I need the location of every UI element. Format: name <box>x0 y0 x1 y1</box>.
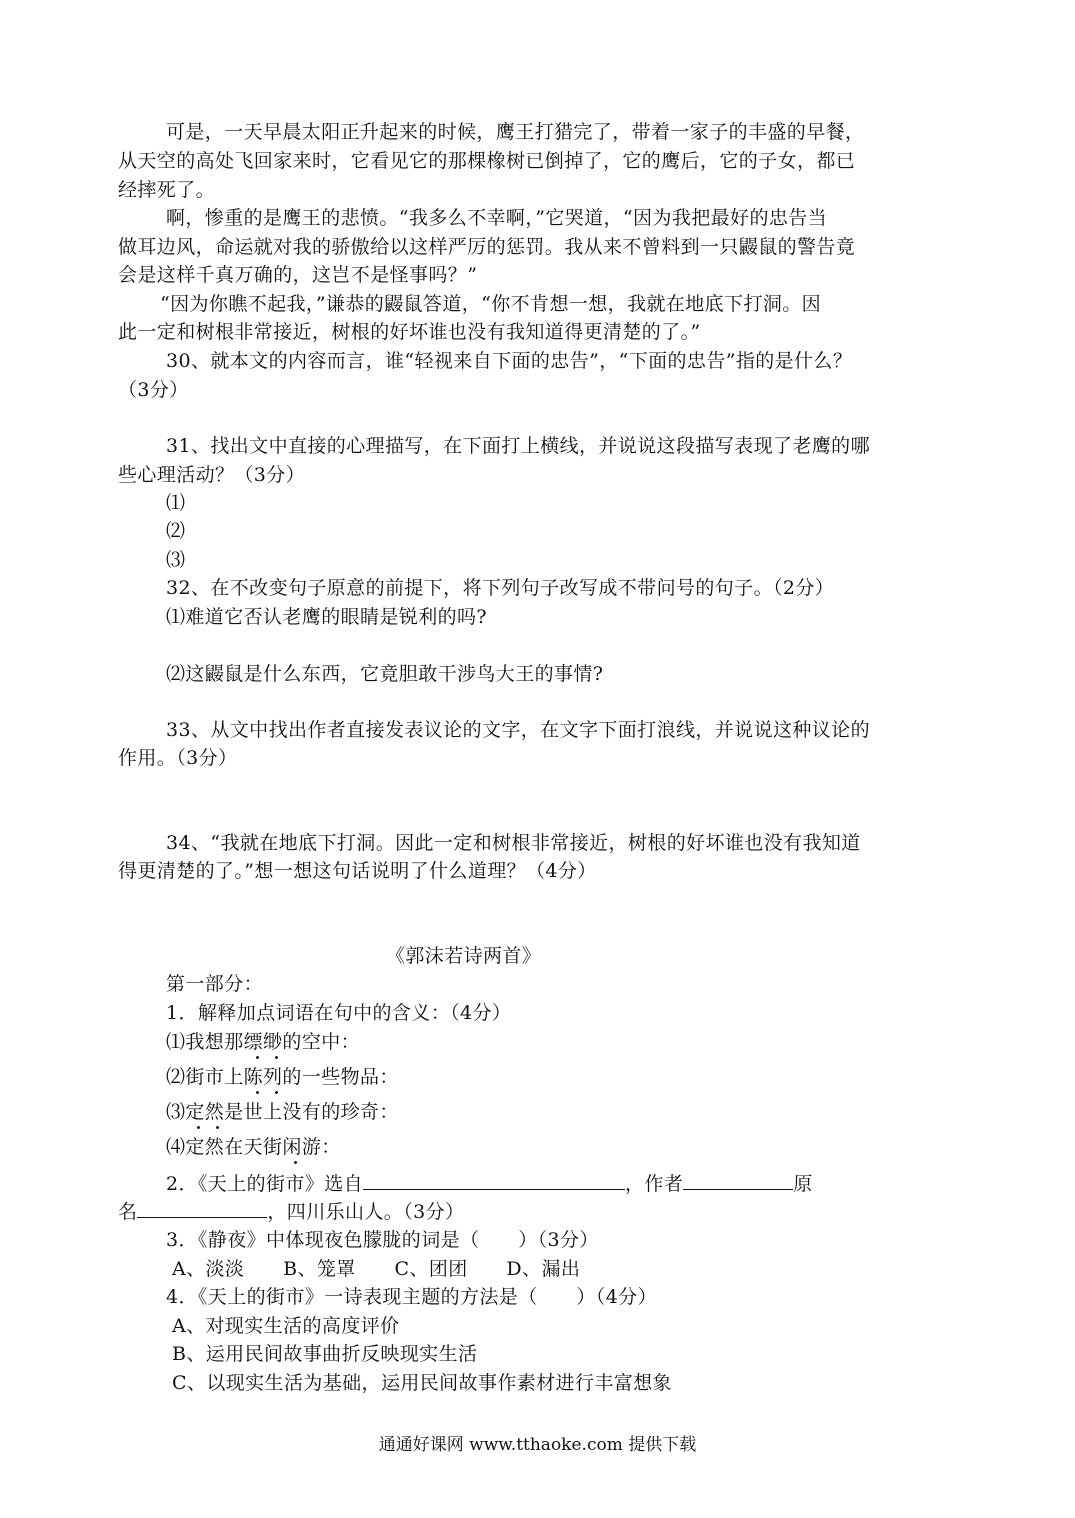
question-4-option-b: B、运用民间故事曲折反映现实生活 <box>172 1343 478 1365</box>
dotted-word: 陈列 <box>243 1066 283 1088</box>
question-31-cont: 些心理活动？（3分） <box>118 464 306 486</box>
answer-slot-2: ⑵ <box>166 520 186 542</box>
question-3-options: A、淡淡 B、笼罩 C、团团 D、漏出 <box>172 1258 581 1280</box>
question-30-score: （3分） <box>118 379 189 401</box>
part-heading: 第一部分： <box>166 973 264 995</box>
question-30: 30、就本文的内容而言，谁“轻视来自下面的忠告”，“下面的忠告”指的是什么？ <box>166 350 853 372</box>
question-33-cont: 作用。（3分） <box>118 747 238 769</box>
question-1-item-c: ⑶定然是世上没有的珍奇： <box>166 1101 399 1123</box>
question-34-cont: 得更清楚的了。”想一想这句话说明了什么道理？（4分） <box>118 860 597 882</box>
question-34: 34、“我就在地底下打洞。因此一定和树根非常接近，树根的好坏谁也没有我知道 <box>166 832 861 854</box>
question-32: 32、在不改变句子原意的前提下，将下列句子改写成不带问号的句子。（2分） <box>166 577 835 599</box>
question-4-option-c: C、以现实生活为基础，运用民间故事作素材进行丰富想象 <box>172 1372 672 1394</box>
passage-line: “因为你瞧不起我，”谦恭的鼹鼠答道，“你不肯想一想，我就在地底下打洞。因 <box>160 293 822 315</box>
question-32-sentence-2: ⑵这鼹鼠是什么东西，它竟胆敢干涉鸟大王的事情? <box>166 663 604 685</box>
question-2: 2．《天上的街市》选自 ，作者 原 <box>166 1169 813 1198</box>
passage-line: 会是这样千真万确的，这岂不是怪事吗？” <box>118 264 478 286</box>
passage-line: 此一定和树根非常接近，树根的好坏谁也没有我知道得更清楚的了。” <box>118 321 701 343</box>
passage-line: 啊，惨重的是鹰王的悲愤。“我多么不幸啊，”它哭道，“因为我把最好的忠告当 <box>166 207 828 229</box>
answer-slot-3: ⑶ <box>166 549 186 571</box>
question-2-cont: 名 ，四川乐山人。（3分） <box>118 1197 464 1226</box>
question-1-item-d: ⑷定然在天街闲游： <box>166 1136 341 1158</box>
blank-line <box>363 1169 625 1190</box>
dotted-word: 缥缈 <box>243 1031 283 1053</box>
blank-line <box>137 1197 267 1218</box>
question-32-sentence-1: ⑴难道它否认老鹰的眼睛是锐利的吗? <box>166 606 487 628</box>
passage-line: 经摔死了。 <box>118 179 216 201</box>
passage-line: 做耳边风，命运就对我的骄傲给以这样严厉的惩罚。我从来不曾料到一只鼹鼠的警告竟 <box>118 236 856 258</box>
passage-line: 可是，一天早晨太阳正升起来的时候，鹰王打猎完了，带着一家子的丰盛的早餐， <box>166 121 865 143</box>
question-31: 31、找出文中直接的心理描写，在下面打上横线，并说说这段描写表现了老鹰的哪 <box>166 435 870 457</box>
question-1-item-b: ⑵街市上陈列的一些物品： <box>166 1066 399 1088</box>
dotted-word: 定然 <box>185 1101 225 1123</box>
question-3: 3．《静夜》中体现夜色朦胧的词是（ ）（3分） <box>166 1229 599 1251</box>
question-1-item-a: ⑴我想那缥缈的空中： <box>166 1031 361 1053</box>
question-4-option-a: A、对现实生活的高度评价 <box>172 1315 400 1337</box>
footer: 通通好课网 www.tthaoke.com 提供下载 <box>378 1435 697 1455</box>
blank-line <box>683 1169 793 1190</box>
question-1: 1．解释加点词语在句中的含义：（4分） <box>166 1002 512 1024</box>
answer-slot-1: ⑴ <box>166 492 186 514</box>
question-33: 33、从文中找出作者直接发表议论的文字，在文字下面打浪线，并说说这种议论的 <box>166 719 870 741</box>
passage-line: 从天空的高处飞回家来时，它看见它的那棵橡树已倒掉了，它的鹰后，它的子女，都已 <box>118 150 856 172</box>
question-4: 4．《天上的街市》一诗表现主题的方法是（ ）（4分） <box>166 1286 657 1308</box>
dotted-word: 闲 <box>282 1136 302 1158</box>
section-title: 《郭沫若诗两首》 <box>386 945 542 967</box>
